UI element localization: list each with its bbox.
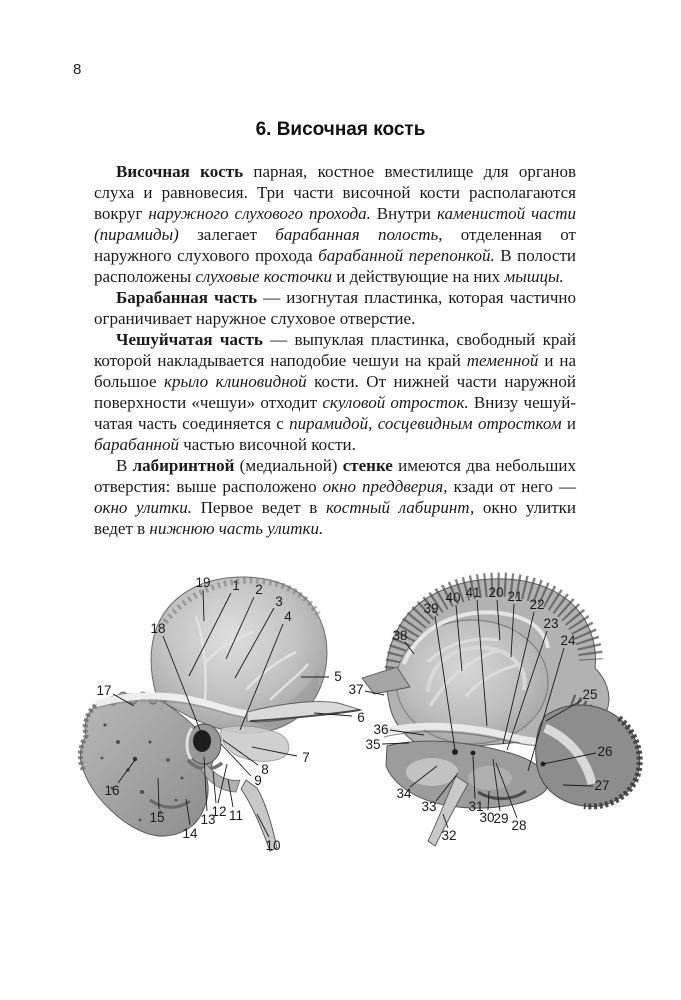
figure-label-31: 31 xyxy=(468,799,484,814)
paragraph: В лабиринтной (медиальной) стенке имеются два небольших отверстия: выше расположено окно преддверия, кзади от него — окно улитки. Первое ведет в костный лабиринт, окно улитки ведет в нижнюю часть улитки. xyxy=(94,456,577,538)
figure-label-8: 8 xyxy=(261,762,269,777)
figure-label-28: 28 xyxy=(511,818,527,833)
figure-label-1: 1 xyxy=(232,578,240,593)
figure-label-6: 6 xyxy=(357,710,365,725)
figure-label-27: 27 xyxy=(594,778,610,793)
figure-label-12: 12 xyxy=(211,804,227,819)
paragraph: Чешуйчатая часть — выпуклая пластинка, свободный край которой накладывается наподобие чешуи на край теменной и на большое крыло клиновидной кости. От нижней части наружной поверхности «чешуи» отходит скуловой отросток. Внизу чешуйчатая часть соединяется с пирамидой, сосцевидным отростком и барабанной частью височной кости. xyxy=(94,330,576,454)
figure-label-30: 30 xyxy=(479,810,495,825)
figure-label-35: 35 xyxy=(365,737,381,752)
figure-label-33: 33 xyxy=(421,799,437,814)
figure-label-4: 4 xyxy=(284,609,292,624)
figure-label-40: 40 xyxy=(445,590,461,605)
figure-label-38: 38 xyxy=(392,628,408,643)
figure-label-18: 18 xyxy=(150,621,166,636)
figure-label-16: 16 xyxy=(104,783,120,798)
figure-label-34: 34 xyxy=(396,786,412,801)
paragraph: Барабанная часть — изогнутая пластинка, которая частично ограничивает наружное слуховое отверстие. xyxy=(94,288,576,328)
figure-label-37: 37 xyxy=(348,682,364,697)
mandibular-fossa xyxy=(221,726,289,761)
figure-label-7: 7 xyxy=(302,750,310,765)
paragraph: Височная кость парная, костное вместилище для органов слуха и равновесия. Три части височной кости располагаются вокруг наружного слухового прохода. Внутри каменистой части (пирамиды) залегает барабанная полость, отделенная от наружного слухового прохода барабанной перепонкой. В полости расположены слуховые косточки и действующие на них мышцы. xyxy=(94,162,576,286)
figure-label-32: 32 xyxy=(441,828,457,843)
figure-label-41: 41 xyxy=(465,585,481,600)
body-text xyxy=(94,161,576,539)
figure-label-29: 29 xyxy=(493,811,509,826)
figure-label-36: 36 xyxy=(373,722,389,737)
figure-label-17: 17 xyxy=(96,683,112,698)
figure-label-20: 20 xyxy=(488,585,504,600)
figure-label-22: 22 xyxy=(529,597,545,612)
figure-label-21: 21 xyxy=(507,589,523,604)
figure-label-9: 9 xyxy=(254,773,262,788)
figure-label-24: 24 xyxy=(560,633,576,648)
figure-label-13: 13 xyxy=(200,812,216,827)
figure-label-25: 25 xyxy=(582,687,598,702)
figure-label-39: 39 xyxy=(423,601,439,616)
figure-label-11: 11 xyxy=(228,808,244,823)
figure-label-14: 14 xyxy=(182,826,198,841)
temporal-bone-figure xyxy=(0,563,681,893)
external-acoustic-meatus xyxy=(193,730,211,752)
figure-label-26: 26 xyxy=(597,744,613,759)
figure-label-10: 10 xyxy=(265,838,281,853)
page-title: 6. Височная кость xyxy=(255,119,426,140)
page-number: 8 xyxy=(73,61,82,78)
figure-label-15: 15 xyxy=(149,810,165,825)
figure-label-19: 19 xyxy=(195,575,211,590)
figure-label-2: 2 xyxy=(255,582,263,597)
figure-label-23: 23 xyxy=(543,616,559,631)
figure-label-5: 5 xyxy=(334,669,342,684)
temporal-bone-medial-art xyxy=(362,579,640,846)
figure-label-3: 3 xyxy=(275,594,283,609)
